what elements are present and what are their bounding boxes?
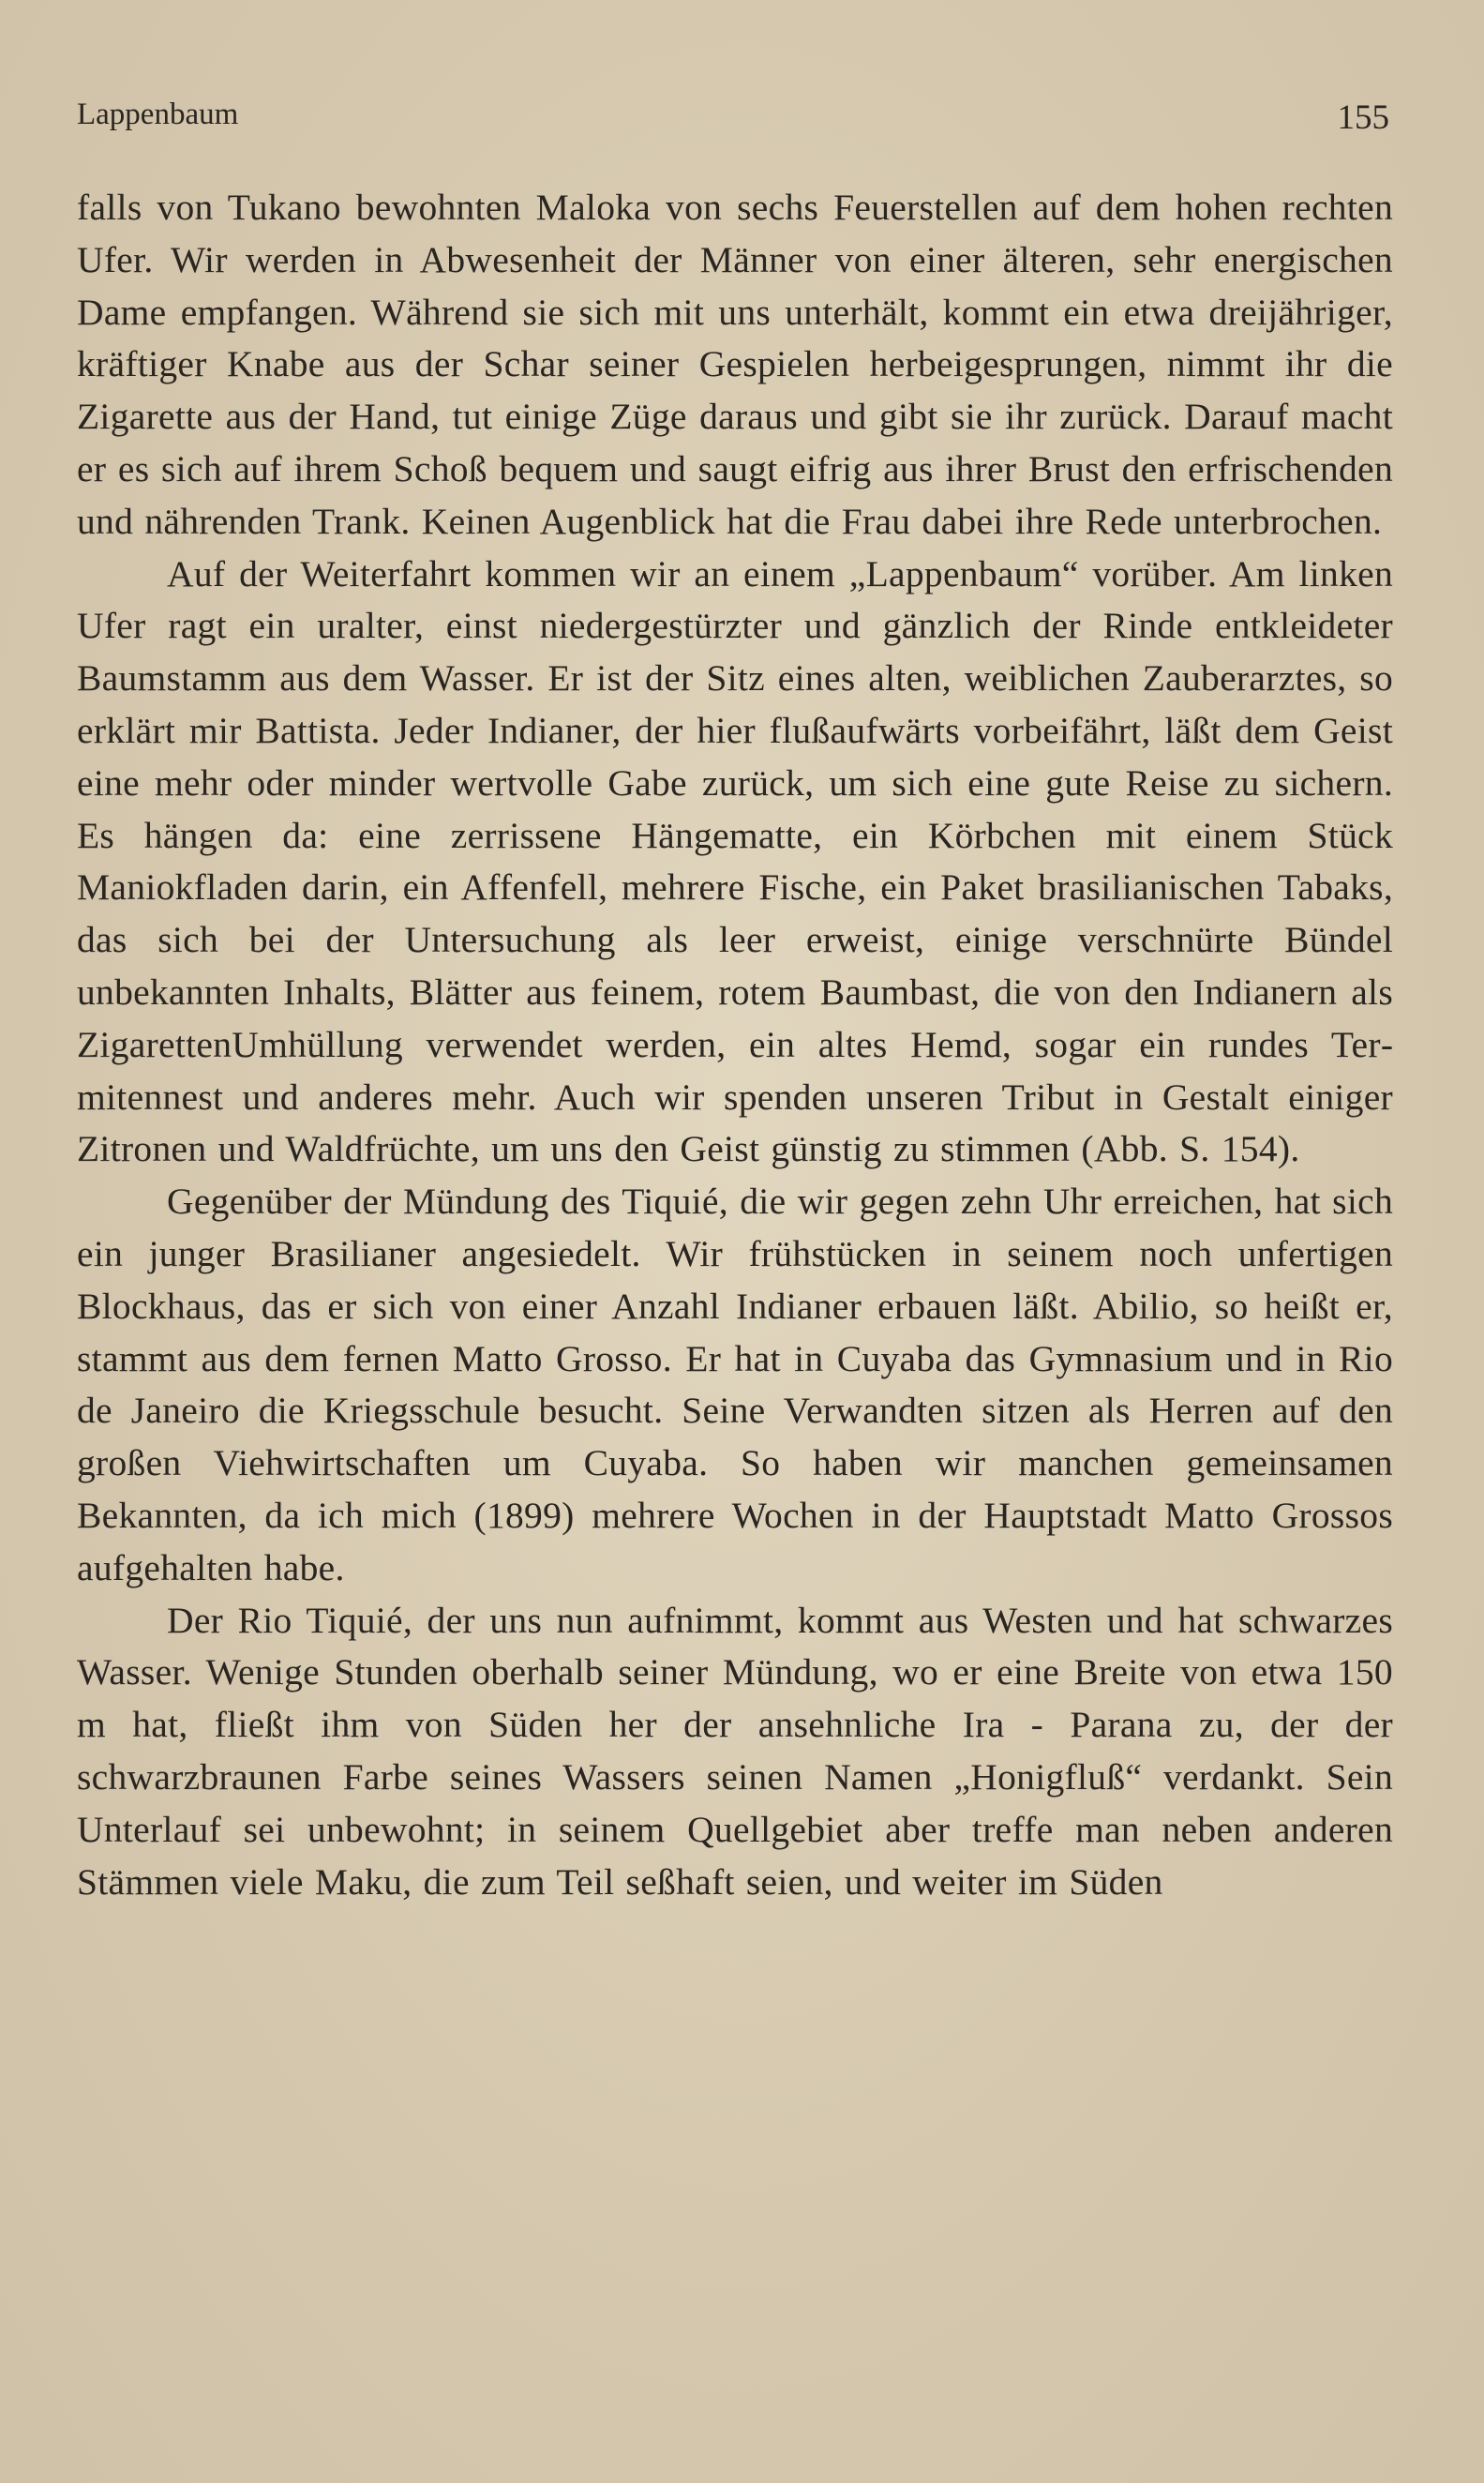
paragraph: Gegenüber der Mündung des Tiquié, die wir gegen zehn Uhr erreichen, hat sich ein junger Brasilianer angesiedelt. Wir frühstücken in seinem noch unfertigen Blockhaus, das er sich von einer Anzahl Indianer erbauen läßt. Abilio, so heißt er, stammt aus dem fernen Matto Grosso. Er hat in Cuyaba das Gymnasium und in Rio de Janeiro die Kriegsschule besucht. Seine Verwandten sitzen als Herren auf den großen Viehwirtschaften um Cuyaba. So haben wir manchen gemeinsamen Bekannten, da ich mich (1899) mehrere Wochen in der Hauptstadt Matto Grossos aufgehalten habe. (77, 1181, 1393, 1588)
page-number: 155 (1337, 98, 1389, 137)
paragraph: falls von Tukano bewohnten Maloka von sechs Feuerstellen auf dem hohen rechten Ufer. Wir werden in Abwesenheit der Männer von einer älteren, sehr energischen Dame empfangen. Während sie sich mit uns unterhält, kommt ein etwa dreijähriger, kräftiger Knabe aus der Schar seiner Gespielen herbeigesprungen, nimmt ihr die Zigarette aus der Hand, tut einige Züge daraus und gibt sie ihr zurück. Darauf macht er es sich auf ihrem Schoß bequem und saugt eifrig aus ihrer Brust den erfrischenden und nährenden Trank. Keinen Augenblick hat die Frau dabei ihre Rede unterbrochen. (77, 187, 1393, 542)
running-title: Lappenbaum (77, 98, 239, 131)
paragraph: Auf der Weiterfahrt kommen wir an einem „Lappenbaum“ vorüber. Am linken Ufer ragt ein uralter, einst niedergestürzter und gänzlich der Rinde entkleideter Baumstamm aus dem Wasser. Er ist der Sitz eines alten, weiblichen Zauberarztes, so erklärt mir Battista. Jeder Indianer, der hier flußaufwärts vorbeifährt, läßt dem Geist eine mehr oder minder wertvolle Gabe zurück, um sich eine gute Reise zu sichern. Es hängen da: eine zerrissene Hängematte, ein Körbchen mit einem Stück Maniokfladen darin, ein Affenfell, mehrere Fische, ein Paket brasilianischen Tabaks, das sich bei der Untersuchung als leer erweist, einige verschnürte Bündel unbekannten Inhalts, Blätter aus feinem, rotem Baumbast, die von den Indianern als ZigarettenUmhüllung verwendet werden, ein altes Hemd, sogar ein rundes Termitennest und anderes mehr. Auch wir spenden unseren Tribut in Gestalt einiger Zitronen und Waldfrüchte, um uns den Geist günstig zu stimmen (Abb. S. 154). (77, 552, 1393, 1170)
paragraph: Der Rio Tiquié, der uns nun aufnimmt, kommt aus Westen und hat schwarzes Wasser. Wenige Stunden oberhalb seiner Mündung, wo er eine Breite von etwa 150 m hat, fließt ihm von Süden her der ansehnliche Ira - Parana zu, der der schwarzbraunen Farbe seines Wassers seinen Namen „Honigfluß“ verdankt. Sein Unterlauf sei unbewohnt; in seinem Quellgebiet aber treffe man neben anderen Stämmen viele Maku, die zum Teil seßhaft seien, und weiter im Süden (77, 1599, 1393, 1903)
body-text (77, 182, 1393, 1908)
running-header (77, 98, 1389, 139)
